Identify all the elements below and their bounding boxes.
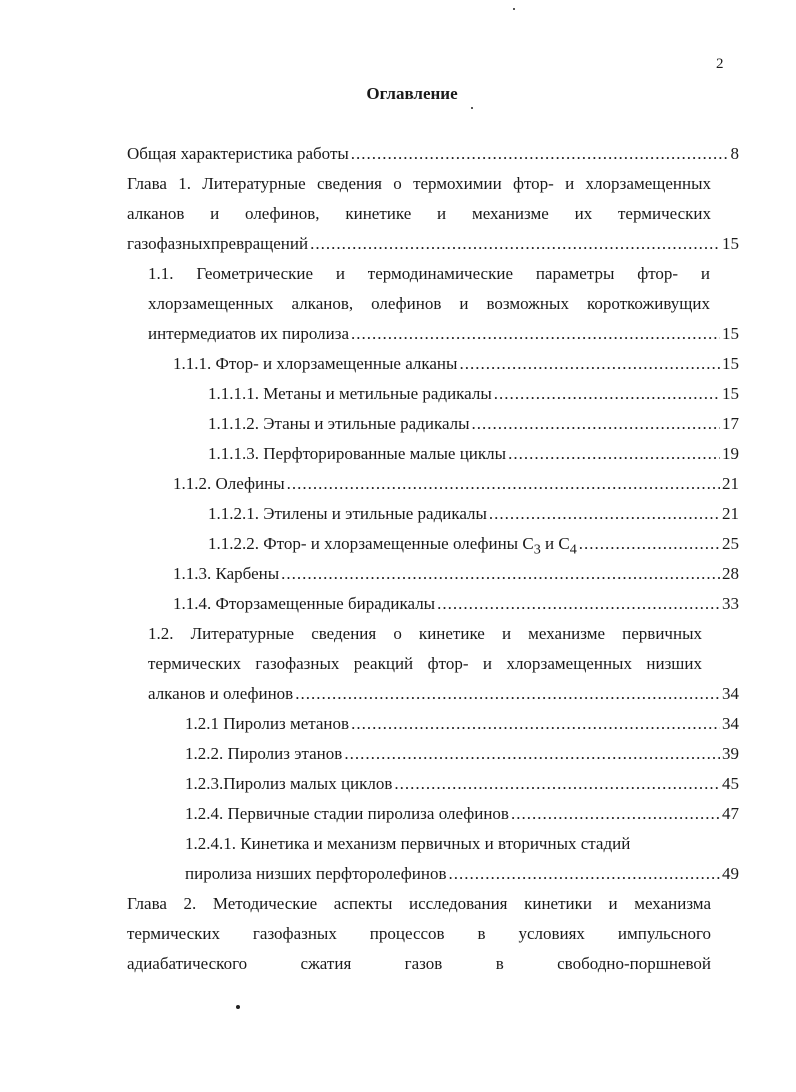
toc-entry-page: 33 (722, 594, 739, 613)
toc-entry[interactable] (173, 472, 739, 496)
toc-entry-page: 34 (722, 684, 739, 703)
dot-leader (459, 352, 720, 376)
toc-entry-page: 15 (722, 354, 739, 373)
toc-entry[interactable] (208, 502, 739, 526)
toc-entry[interactable] (185, 862, 739, 886)
toc-entry-text: 1.1.2. Олефины (173, 474, 285, 493)
toc-entry-line[interactable]: термических газофазных реакций фтор- и хлорзамещенных низших (148, 654, 702, 673)
toc-entry[interactable] (208, 532, 739, 556)
toc-entry-page: 17 (722, 414, 739, 433)
toc-entry-text: 1.1.4. Фторзамещенные бирадикалы (173, 594, 436, 613)
toc-entry-page: 15 (722, 324, 739, 343)
toc-entry[interactable] (185, 802, 739, 826)
toc-entry-line[interactable]: 1.2.4.1. Кинетика и механизм первичных и вторичных стадий (185, 834, 631, 853)
scan-speck (471, 107, 473, 109)
toc-entry[interactable] (127, 232, 739, 256)
toc-entry-line[interactable]: Глава 2. Методические аспекты исследования кинетики и механизма (127, 894, 711, 913)
toc-entry-text: Общая характеристика работы (127, 144, 349, 163)
dot-leader (394, 772, 720, 796)
toc-entry-page: 45 (722, 774, 739, 793)
toc-entry[interactable] (208, 442, 739, 466)
toc-entry-text: алканов и олефинов (148, 684, 294, 703)
toc-entry-page: 49 (722, 864, 739, 883)
toc-entry-page: 34 (722, 714, 739, 733)
toc-entry-page: 28 (722, 564, 739, 583)
dot-leader (310, 232, 720, 256)
toc-entry-line[interactable]: хлорзамещенных алканов, олефинов и возможных короткоживущих (148, 294, 710, 313)
toc-entry[interactable] (208, 382, 739, 406)
toc-entry-page: 19 (722, 444, 739, 463)
toc-entry-line[interactable]: 1.2. Литературные сведения о кинетике и механизме первичных (148, 624, 702, 643)
subscript: 3 (533, 541, 541, 558)
dot-leader (344, 742, 720, 766)
page-title: Оглавление (366, 84, 458, 103)
toc-entry-text: 1.1.3. Карбены (173, 564, 280, 583)
toc-entry-line[interactable]: адиабатического сжатия газов в свободно-поршневой (127, 954, 711, 973)
toc-entry-text: пиролиза низших перфторолефинов (185, 864, 447, 883)
dot-leader (449, 862, 720, 886)
dot-leader (351, 322, 720, 346)
toc-entry-text-mid: и C (540, 534, 570, 553)
toc-entry-page: 39 (722, 744, 739, 763)
toc-entry[interactable] (148, 322, 739, 346)
dot-leader (489, 502, 720, 526)
toc-entry[interactable] (185, 772, 739, 796)
toc-entry-text: 1.1.2.1. Этилены и этильные радикалы (208, 504, 487, 523)
dot-leader (472, 412, 720, 436)
toc-entry-text: 1.1.1.3. Перфторированные малые циклы (208, 444, 507, 463)
toc-entry-text: 1.2.2. Пиролиз этанов (185, 744, 343, 763)
dot-leader (295, 682, 720, 706)
subscript: 4 (569, 541, 577, 558)
toc-entry-text: 1.2.4. Первичные стадии пиролиза олефинов (185, 804, 509, 823)
toc-entry[interactable] (173, 352, 739, 376)
toc-entry[interactable] (148, 682, 739, 706)
toc-entry-text: 1.2.1 Пиролиз метанов (185, 714, 350, 733)
toc-entry-text: 1.1.1.1. Метаны и метильные радикалы (208, 384, 492, 403)
toc-entry-page: 15 (722, 384, 739, 403)
toc-entry-text: 1.1.1.2. Этаны и этильные радикалы (208, 414, 470, 433)
toc-entry-page: 21 (722, 474, 739, 493)
toc-entry-text: 1.2.3.Пиролиз малых циклов (185, 774, 393, 793)
toc-entry-text-main: 1.1.2.2. Фтор- и хлорзамещенные олефины C (208, 534, 534, 553)
toc-entry-text: интермедиатов их пиролиза (148, 324, 349, 343)
toc-entry[interactable] (173, 562, 739, 586)
toc-entry[interactable] (127, 142, 739, 166)
dot-leader (511, 802, 720, 826)
dot-leader (287, 472, 720, 496)
toc-entry-page: 15 (722, 234, 739, 253)
toc-entry-line[interactable]: термических газофазных процессов в условиях импульсного (127, 924, 711, 943)
dot-leader (508, 442, 720, 466)
toc-entry-text: газофазныхпревращений (127, 234, 309, 253)
dot-leader (281, 562, 720, 586)
toc-entry-page: 21 (722, 504, 739, 523)
toc-entry-page: 25 (722, 534, 739, 553)
toc-entry-page: 47 (722, 804, 739, 823)
toc-entry-line[interactable]: Глава 1. Литературные сведения о термохимии фтор- и хлорзамещенных (127, 174, 711, 193)
dot-leader (579, 532, 720, 556)
toc-entry-page: 8 (730, 144, 739, 163)
toc-entry[interactable] (185, 742, 739, 766)
toc-entry[interactable] (208, 412, 739, 436)
page-number: 2 (716, 56, 724, 72)
toc-entry[interactable] (173, 592, 739, 616)
toc-entry[interactable] (185, 712, 739, 736)
toc-entry-line[interactable]: алканов и олефинов, кинетике и механизме их термических (127, 204, 711, 223)
toc-entry-text: 1.1.1. Фтор- и хлорзамещенные алканы (173, 354, 458, 373)
toc-entry-line[interactable]: 1.1. Геометрические и термодинамические параметры фтор- и (148, 264, 710, 283)
dot-leader (494, 382, 720, 406)
dot-leader (351, 712, 720, 736)
dot-leader (437, 592, 720, 616)
dot-leader (351, 142, 729, 166)
scan-speck (236, 1005, 240, 1009)
toc-entry-text (208, 532, 577, 561)
scan-speck (513, 8, 515, 10)
